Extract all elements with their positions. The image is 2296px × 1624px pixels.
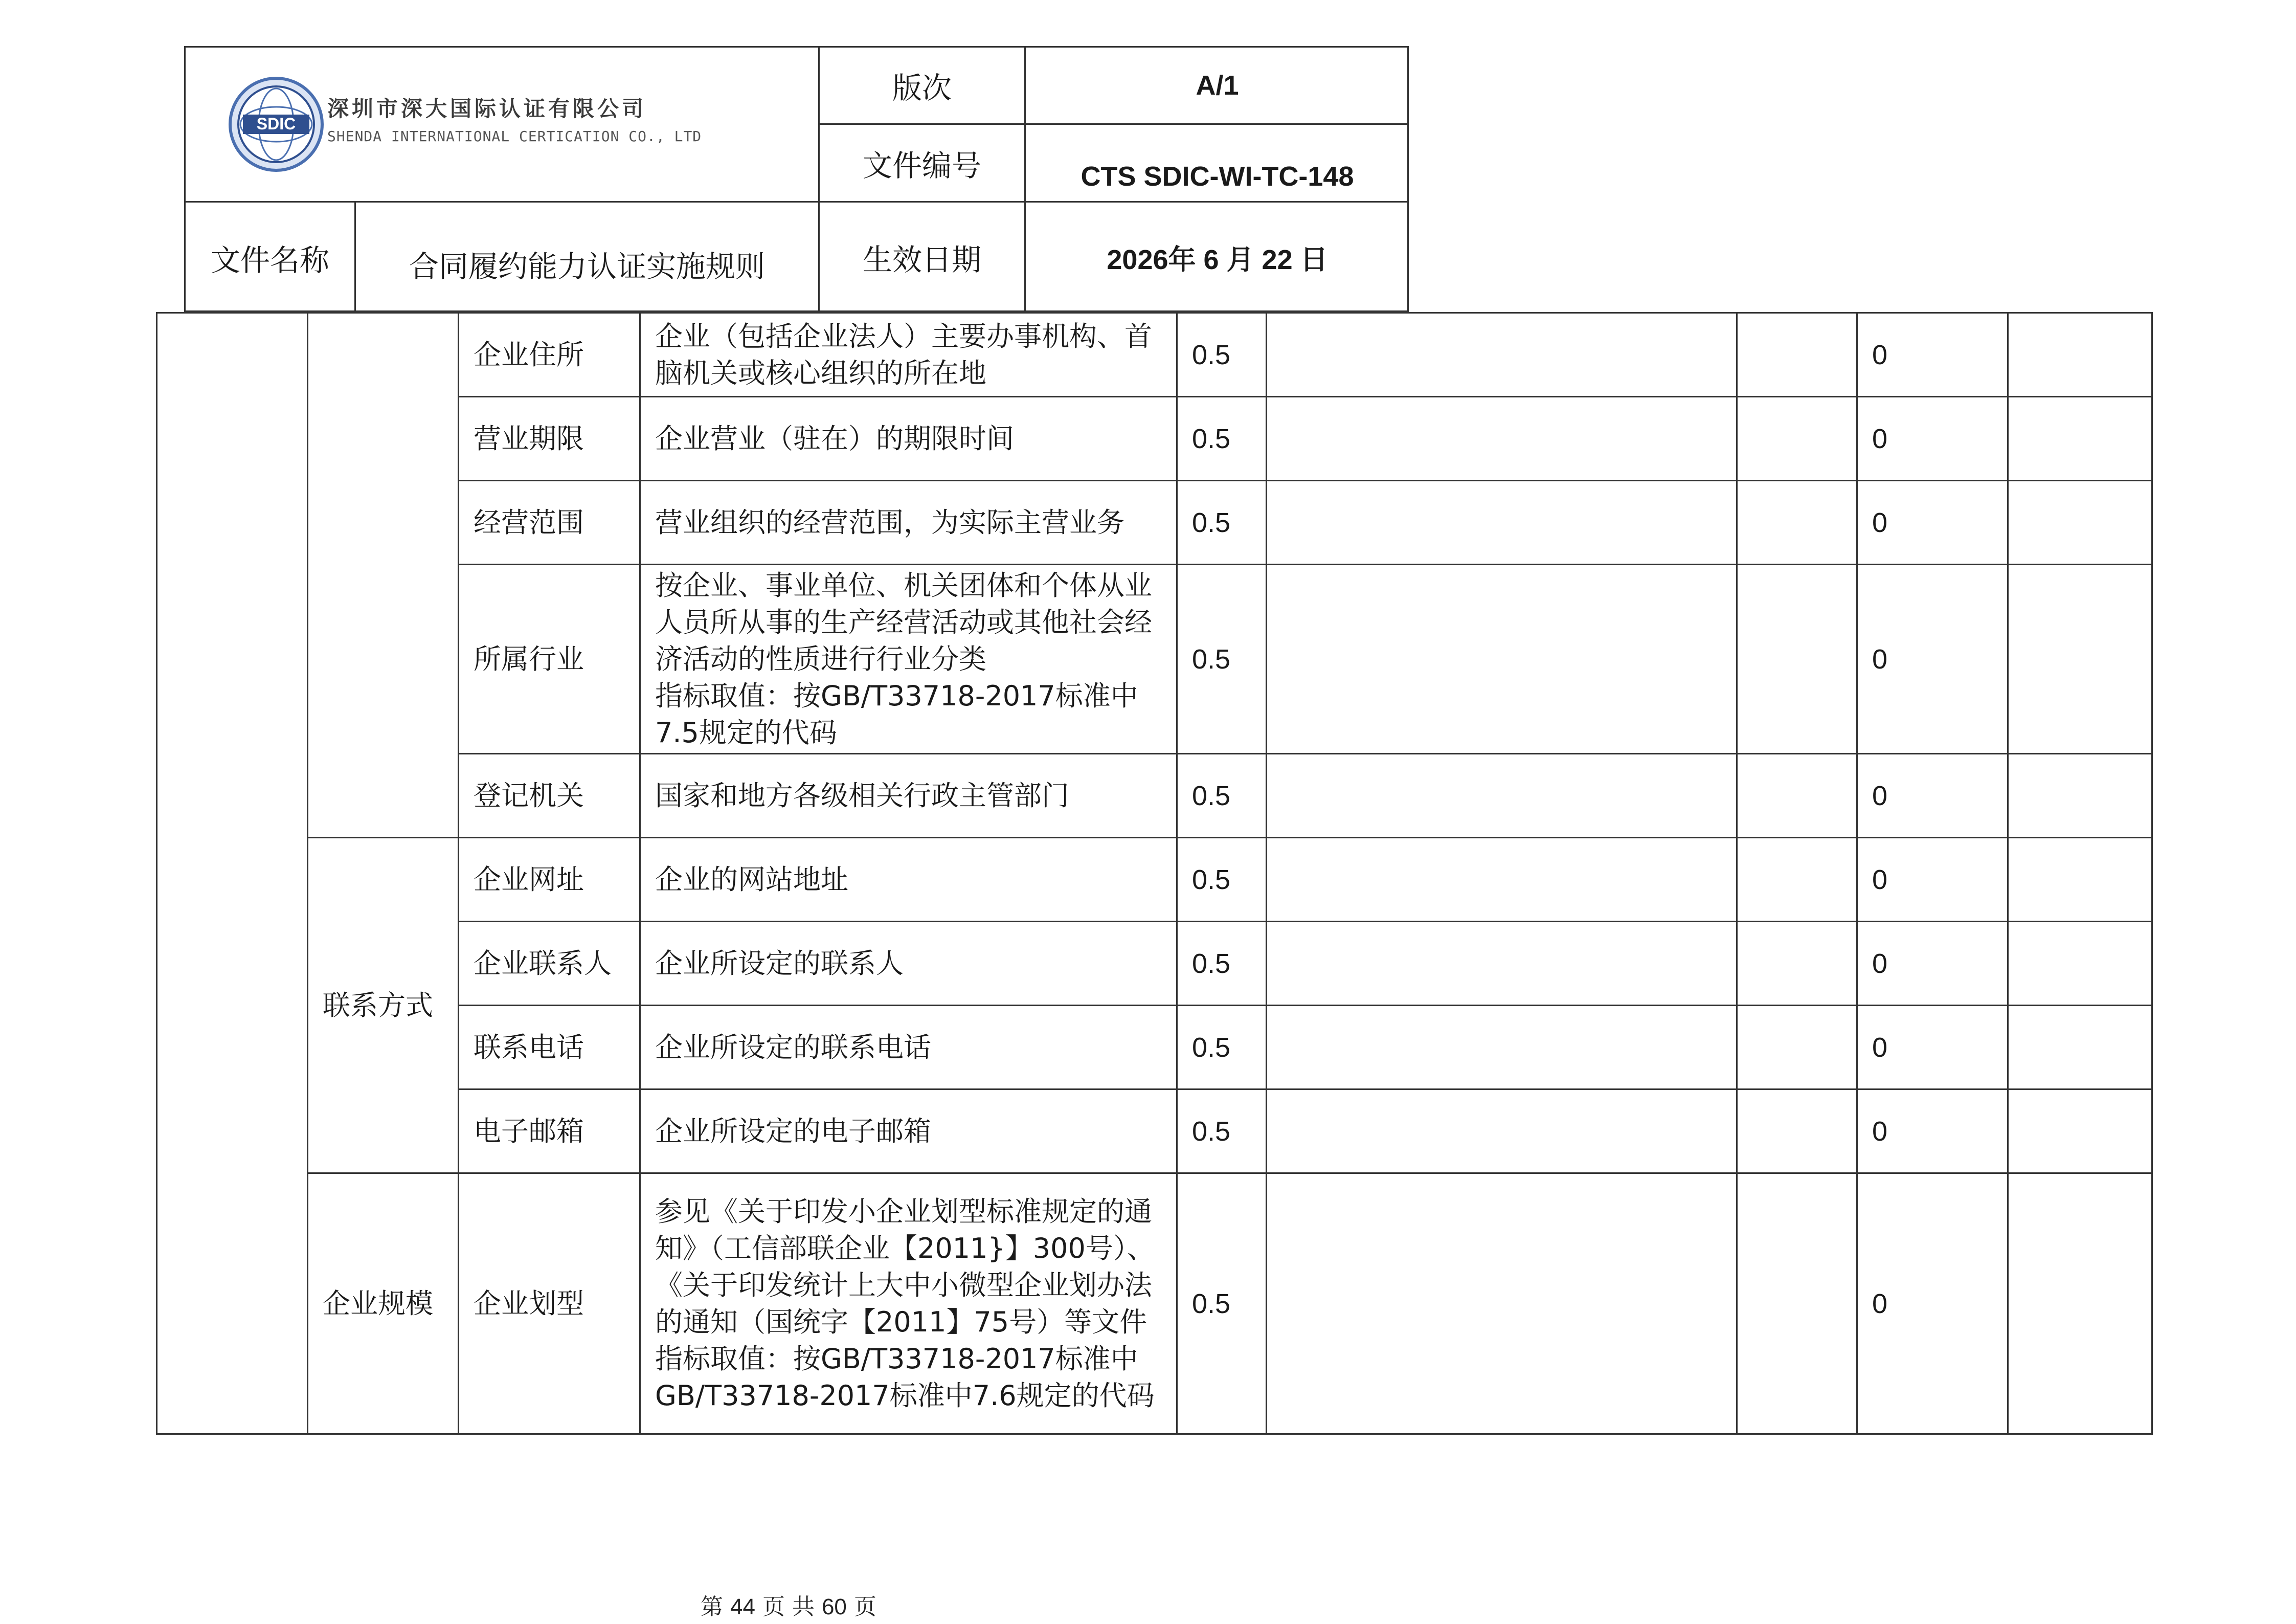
empty-cell	[1737, 565, 1857, 754]
indicator-table	[156, 312, 2153, 1435]
company-logo	[228, 76, 325, 173]
item-value: 0	[1857, 313, 2008, 397]
page-number: 44	[730, 1594, 755, 1619]
item-value: 0	[1857, 922, 2008, 1006]
empty-cell	[2008, 838, 2152, 922]
item-description: 国家和地方各级相关行政主管部门	[640, 754, 1177, 838]
item-score: 0.5	[1177, 1173, 1267, 1434]
table-row	[157, 838, 2152, 922]
company-name-en: SHENDA INTERNATIONAL CERTICATION CO., LTD	[327, 128, 702, 145]
item-score: 0.5	[1177, 481, 1267, 565]
empty-cell	[1267, 838, 1737, 922]
page-footer	[701, 1588, 1007, 1619]
item-score: 0.5	[1177, 838, 1267, 922]
doc-name-label: 文件名称	[210, 243, 329, 278]
empty-cell	[1737, 838, 1857, 922]
effective-date-value: 2026年 6 月 22 日	[1107, 244, 1328, 275]
item-description: 企业（包括企业法人）主要办事机构、首脑机关或核心组织的所在地	[640, 313, 1177, 397]
item-score: 0.5	[1177, 922, 1267, 1006]
item-score: 0.5	[1177, 754, 1267, 838]
item-name: 经营范围	[459, 481, 640, 565]
effective-date-label: 生效日期	[862, 242, 981, 277]
doc-number-label: 文件编号	[862, 148, 981, 183]
item-value: 0	[1857, 565, 2008, 754]
doc-name-value: 合同履约能力认证实施规则	[409, 249, 765, 284]
empty-cell	[1737, 397, 1857, 481]
empty-cell	[1267, 565, 1737, 754]
footer-middle: 页 共	[762, 1594, 815, 1620]
empty-cell	[2008, 754, 2152, 838]
item-value: 0	[1857, 838, 2008, 922]
item-description: 企业的网站地址	[640, 838, 1177, 922]
item-score: 0.5	[1177, 397, 1267, 481]
empty-cell	[1267, 922, 1737, 1006]
item-score: 0.5	[1177, 313, 1267, 397]
item-value: 0	[1857, 1173, 2008, 1434]
logo-emblem-icon	[228, 76, 325, 173]
empty-cell	[1737, 922, 1857, 1006]
item-description: 企业营业（驻在）的期限时间	[640, 397, 1177, 481]
item-name: 登记机关	[459, 754, 640, 838]
company-name-cn: 深圳市深大国际认证有限公司	[327, 96, 647, 121]
item-description: 营业组织的经营范围，为实际主营业务	[640, 481, 1177, 565]
item-description: 参见《关于印发小企业划型标准规定的通知》（工信部联企业【2011}】300号）、《关于印发统计上大中小微型企业划办法的通知（国统字【2011】75号）等文件 指标取值：按GB/T33718-2017标准中GB/T33718-2017标准中7.6规定的代码	[640, 1173, 1177, 1434]
table-row	[157, 313, 2152, 397]
empty-cell	[1267, 481, 1737, 565]
item-name: 联系电话	[459, 1006, 640, 1089]
category-cell	[157, 313, 308, 1434]
empty-cell	[1267, 313, 1737, 397]
item-name: 营业期限	[459, 397, 640, 481]
empty-cell	[1267, 1006, 1737, 1089]
item-value: 0	[1857, 1089, 2008, 1173]
item-value: 0	[1857, 754, 2008, 838]
item-score: 0.5	[1177, 1006, 1267, 1089]
version-value: A/1	[1196, 70, 1239, 101]
empty-cell	[1267, 1173, 1737, 1434]
empty-cell	[1737, 313, 1857, 397]
doc-number-value: CTS SDIC-WI-TC-148	[1081, 161, 1354, 192]
item-description: 按企业、事业单位、机关团体和个体从业人员所从事的生产经营活动或其他社会经济活动的性质进行行业分类 指标取值：按GB/T33718-2017标准中7.5规定的代码	[640, 565, 1177, 754]
empty-cell	[2008, 565, 2152, 754]
page-total: 60	[821, 1594, 847, 1619]
item-name: 企业网址	[459, 838, 640, 922]
item-value: 0	[1857, 1006, 2008, 1089]
item-description: 企业所设定的联系人	[640, 922, 1177, 1006]
group-cell	[308, 313, 459, 838]
empty-cell	[1267, 1089, 1737, 1173]
group-label: 企业规模	[308, 1173, 459, 1434]
version-label: 版次	[892, 71, 952, 105]
empty-cell	[1737, 1173, 1857, 1434]
empty-cell	[1737, 1006, 1857, 1089]
footer-suffix: 页	[853, 1594, 876, 1620]
empty-cell	[1267, 754, 1737, 838]
empty-cell	[2008, 1006, 2152, 1089]
empty-cell	[1737, 481, 1857, 565]
item-score: 0.5	[1177, 565, 1267, 754]
item-name: 电子邮箱	[459, 1089, 640, 1173]
group-label: 联系方式	[308, 838, 459, 1173]
empty-cell	[2008, 1173, 2152, 1434]
item-name: 企业划型	[459, 1173, 640, 1434]
empty-cell	[2008, 481, 2152, 565]
item-description: 企业所设定的联系电话	[640, 1006, 1177, 1089]
item-score: 0.5	[1177, 1089, 1267, 1173]
item-name: 企业住所	[459, 313, 640, 397]
item-name: 所属行业	[459, 565, 640, 754]
item-value: 0	[1857, 397, 2008, 481]
item-value: 0	[1857, 481, 2008, 565]
empty-cell	[2008, 922, 2152, 1006]
empty-cell	[2008, 313, 2152, 397]
item-description: 企业所设定的电子邮箱	[640, 1089, 1177, 1173]
empty-cell	[1267, 397, 1737, 481]
empty-cell	[2008, 1089, 2152, 1173]
svg-text:SDIC: SDIC	[256, 115, 296, 133]
empty-cell	[1737, 1089, 1857, 1173]
table-row	[157, 1173, 2152, 1434]
empty-cell	[2008, 397, 2152, 481]
item-name: 企业联系人	[459, 922, 640, 1006]
footer-prefix: 第	[701, 1594, 723, 1620]
empty-cell	[1737, 754, 1857, 838]
